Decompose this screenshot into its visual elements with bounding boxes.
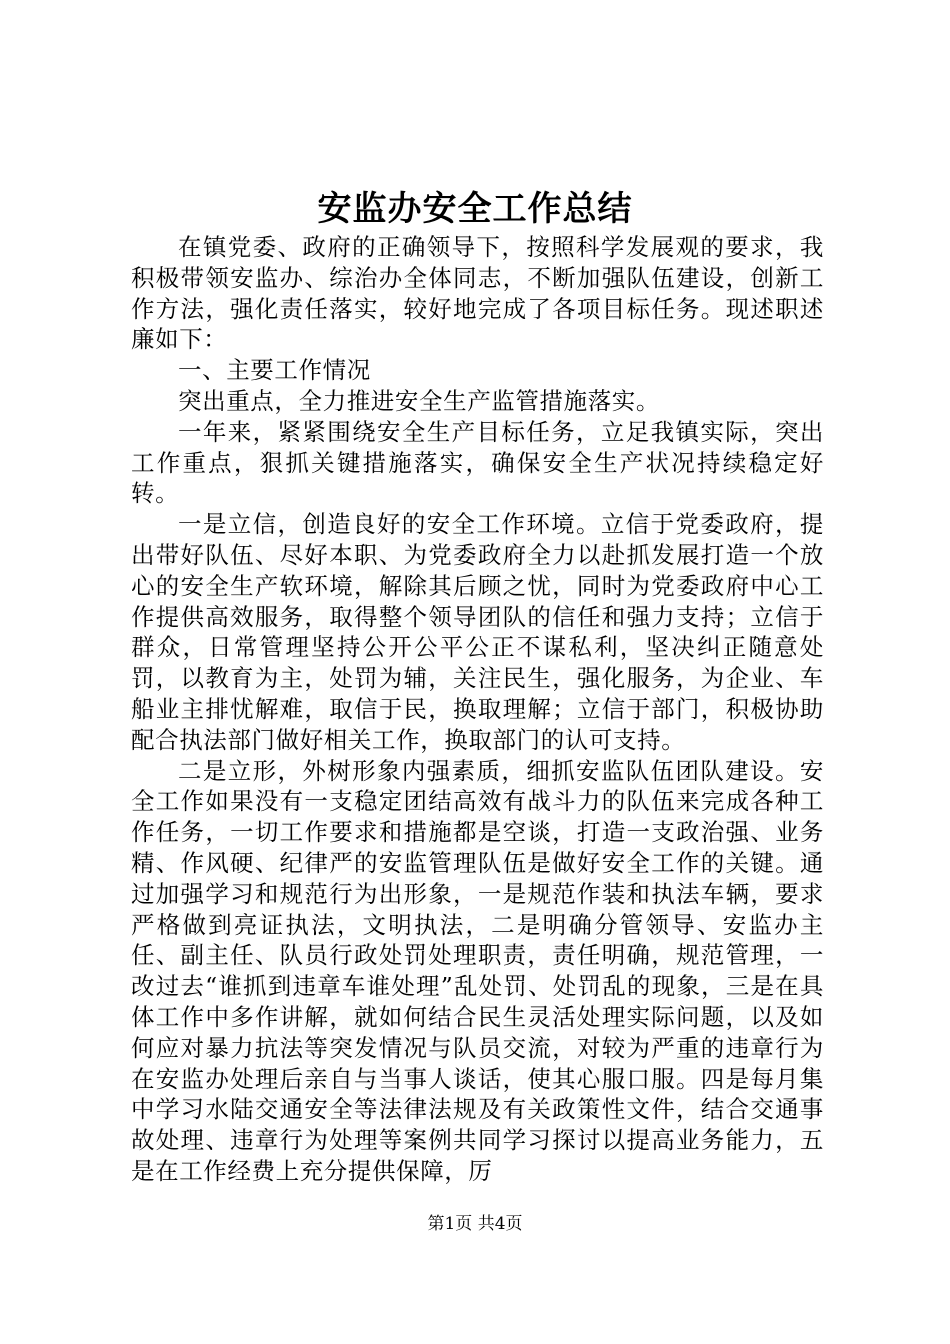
document-body xyxy=(131,232,824,1187)
document-title: 安监办安全工作总结 xyxy=(317,189,633,229)
paragraph-focus: 突出重点，全力推进安全生产监管措施落实。 xyxy=(178,386,660,415)
paragraph-intro: 在镇党委、政府的正确领导下，按照科学发展观的要求，我积极带领安监办、综治办全体同志，不断加强队伍建设，创新工作方法，强化责任落实，较好地完成了各项目标任务。现述职述廉如下： xyxy=(131,233,824,354)
paragraph-trust: 一是立信，创造良好的安全工作环境。立信于党委政府，提出带好队伍、尽好本职、为党委政府全力以赴抓发展打造一个放心的安全生产软环境，解除其后顾之忧，同时为党委政府中心工作提供高效服务，取得整个领导团队的信任和强力支持；立信于群众，日常管理坚持公开公平公正不谋私利，坚决纠正随意处罚，以教育为主，处罚为辅，关注民生，强化服务，为企业、车船业主排忧解难，取信于民，换取理解；立信于部门，积极协助配合执法部门做好相关工作，换取部门的认可支持。 xyxy=(131,510,824,754)
paragraph-image: 二是立形，外树形象内强素质，细抓安监队伍团队建设。安全工作如果没有一支稳定团结高效有战斗力的队伍来完成各种工作任务，一切工作要求和措施都是空谈，打造一支政治强、业务精、作风硬、纪律严的安监管理队伍是做好安全工作的关键。通过加强学习和规范行为出形象，一是规范作装和执法车辆，要求严格做到亮证执法，文明执法，二是明确分管领导、安监办主任、副主任、队员行政处罚处理职责，责任明确，规范管理，一改过去“谁抓到违章车谁处理”乱处罚、处罚乱的现象，三是在具体工作中多作讲解，就如何结合民生灵活处理实际问题，以及如何应对暴力抗法等突发情况与队员交流，对较为严重的违章行为在安监办处理后亲自与当事人谈话，使其心服口服。四是每月集中学习水陆交通安全等法律法规及有关政策性文件，结合交通事故处理、违章行为处理等案例共同学习探讨以提高业务能力，五是在工作经费上充分提供保障，厉 xyxy=(131,756,824,1185)
paragraph-year-summary: 一年来，紧紧围绕安全生产目标任务，立足我镇实际，突出工作重点，狠抓关键措施落实，确保安全生产状况持续稳定好转。 xyxy=(131,417,824,508)
page-number-footer: 第1页 共4页 xyxy=(427,1214,523,1234)
section-heading-main-work: 一、主要工作情况 xyxy=(178,356,371,385)
